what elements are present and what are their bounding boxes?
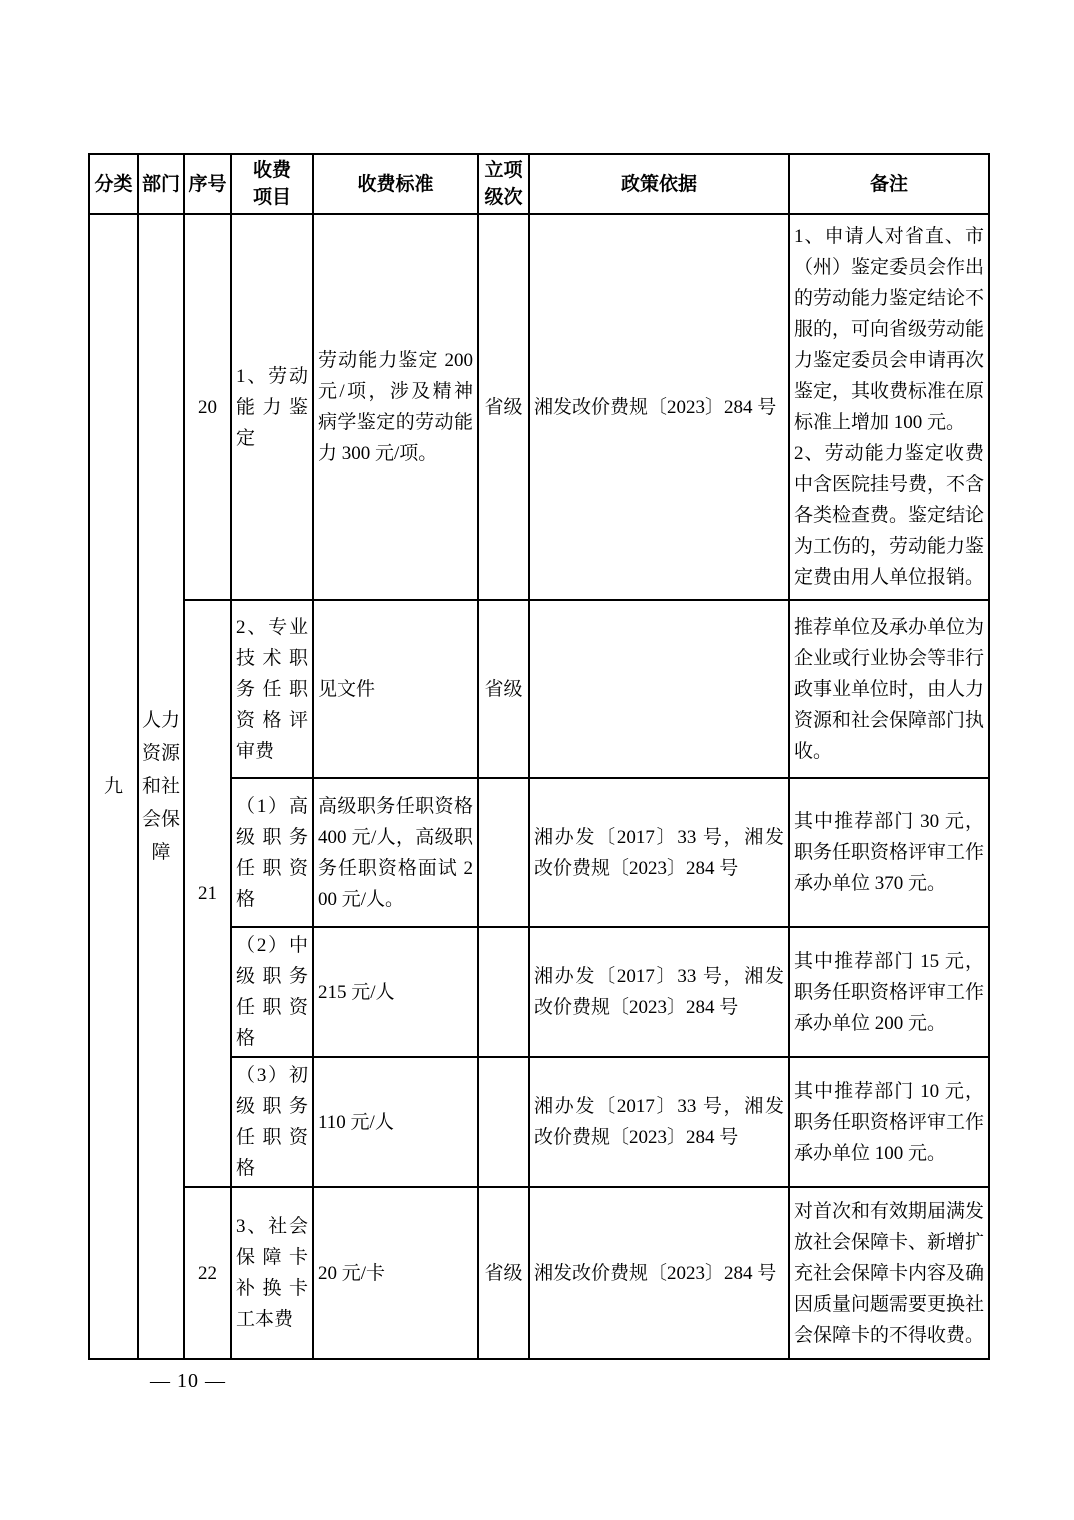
r21-sub2-fee-item: （2）中级职务任职资格: [231, 927, 313, 1057]
table-row-21-main: [89, 600, 989, 778]
header-policy-basis: 政策依据: [529, 154, 789, 214]
r21-sub3-fee-standard: 110 元/人: [313, 1057, 478, 1187]
header-remarks: 备注: [789, 154, 989, 214]
header-approval-level-line1: 立项: [484, 160, 523, 181]
r21-sub2-remarks: 其中推荐部门 15 元，职务任职资格评审工作承办单位 200 元。: [789, 927, 989, 1057]
r21-sub3-fee-item: （3）初级职务任职资格: [231, 1057, 313, 1187]
r21-sub1-policy-basis: 湘办发〔2017〕33 号，湘发改价费规〔2023〕284 号: [529, 778, 789, 927]
header-fee-item: [231, 154, 313, 214]
header-fee-item-line1: 收费: [252, 160, 291, 181]
r22-policy-basis: 湘发改价费规〔2023〕284 号: [529, 1187, 789, 1359]
r21-sub1-fee-item: （1）高级职务任职资格: [231, 778, 313, 927]
table-header-row: [89, 154, 989, 214]
r21-sub1-remarks: 其中推荐部门 30 元，职务任职资格评审工作承办单位 370 元。: [789, 778, 989, 927]
page-number: — 10 —: [150, 1370, 226, 1392]
r21-sub1-approval-level: [478, 778, 529, 927]
r21-sub1-fee-standard: 高级职务任职资格 400 元/人，高级职务任职资格面试 200 元/人。: [313, 778, 478, 927]
r20-fee-item: 1、劳动能力鉴定: [231, 214, 313, 600]
r20-remarks-para2: 2、劳动能力鉴定收费中含医院挂号费，不含各类检查费。鉴定结论为工伤的，劳动能力鉴定费由用人单位报销。: [794, 443, 985, 588]
r22-remarks: 对首次和有效期届满发放社会保障卡、新增扩充社会保障卡内容及确因质量问题需要更换社会保障卡的不得收费。: [789, 1187, 989, 1359]
fee-schedule-table: [88, 153, 990, 1360]
header-fee-standard: 收费标准: [313, 154, 478, 214]
r22-fee-item: 3、社会保障卡补换卡工本费: [231, 1187, 313, 1359]
r22-fee-standard: 20 元/卡: [313, 1187, 478, 1359]
header-department: 部门: [138, 154, 184, 214]
r20-remarks: [789, 214, 989, 600]
table-row-22: [89, 1187, 989, 1359]
r20-fee-standard: 劳动能力鉴定 200 元/项，涉及精神病学鉴定的劳动能力 300 元/项。: [313, 214, 478, 600]
r21-main-remarks: 推荐单位及承办单位为企业或行业协会等非行政事业单位时，由人力资源和社会保障部门执收。: [789, 600, 989, 778]
r20-remarks-para1: 1、申请人对省直、市（州）鉴定委员会作出的劳动能力鉴定结论不服的，可向省级劳动能力鉴定委员会申请再次鉴定，其收费标准在原标准上增加 100 元。: [794, 226, 985, 433]
r20-serial: 20: [184, 214, 231, 600]
header-fee-item-line2: 项目: [252, 187, 291, 208]
header-approval-level: [478, 154, 529, 214]
header-category: 分类: [89, 154, 138, 214]
r21-sub3-policy-basis: 湘办发〔2017〕33 号，湘发改价费规〔2023〕284 号: [529, 1057, 789, 1187]
r22-serial: 22: [184, 1187, 231, 1359]
cell-department: 人力资源和社会保障: [138, 214, 184, 1359]
r21-main-policy-basis: [529, 600, 789, 778]
r21-serial: 21: [184, 600, 231, 1187]
r21-sub2-policy-basis: 湘办发〔2017〕33 号，湘发改价费规〔2023〕284 号: [529, 927, 789, 1057]
header-serial: 序号: [184, 154, 231, 214]
cell-category: 九: [89, 214, 138, 1359]
r21-sub2-approval-level: [478, 927, 529, 1057]
r20-policy-basis: 湘发改价费规〔2023〕284 号: [529, 214, 789, 600]
r20-approval-level: 省级: [478, 214, 529, 600]
table-row-20: [89, 214, 989, 600]
r21-main-fee-item: 2、专业技术职务任职资格评审费: [231, 600, 313, 778]
r21-sub3-remarks: 其中推荐部门 10 元，职务任职资格评审工作承办单位 100 元。: [789, 1057, 989, 1187]
header-approval-level-line2: 级次: [484, 187, 523, 208]
r21-sub2-fee-standard: 215 元/人: [313, 927, 478, 1057]
r21-main-fee-standard: 见文件: [313, 600, 478, 778]
r22-approval-level: 省级: [478, 1187, 529, 1359]
r21-sub3-approval-level: [478, 1057, 529, 1187]
r21-main-approval-level: 省级: [478, 600, 529, 778]
